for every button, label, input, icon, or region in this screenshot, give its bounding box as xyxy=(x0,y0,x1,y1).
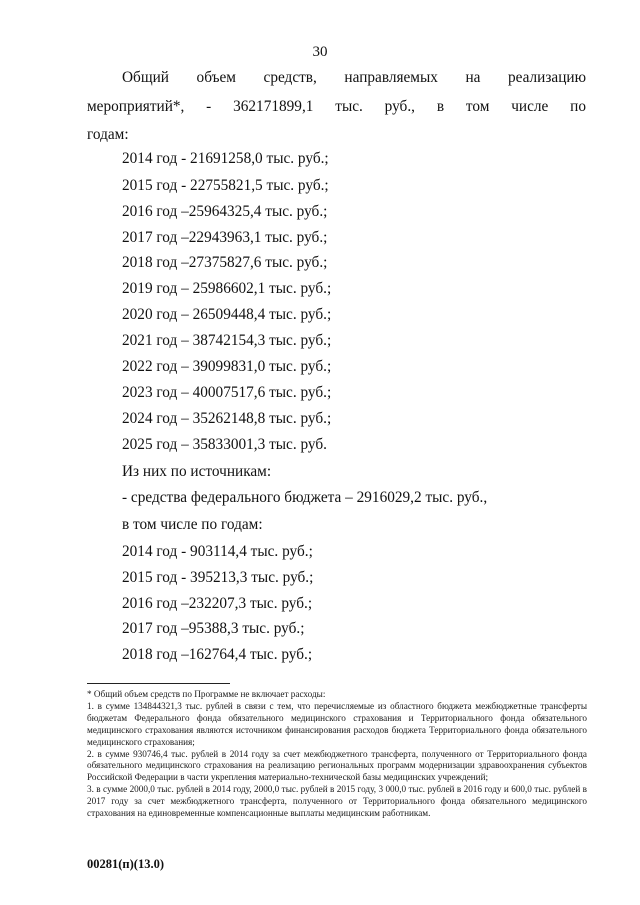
total-year-line: 2019 год – 25986602,1 тыс. руб.; xyxy=(122,280,332,297)
total-year-line: 2022 год – 39099831,0 тыс. руб.; xyxy=(122,358,332,375)
page-number: 30 xyxy=(312,44,328,60)
total-year-line: 2025 год – 35833001,3 тыс. руб. xyxy=(122,436,327,453)
total-year-line: 2015 год - 22755821,5 тыс. руб.; xyxy=(122,177,329,194)
federal-year-line: 2014 год - 903114,4 тыс. руб.; xyxy=(122,543,313,560)
footnote-heading: * Общий объем средств по Программе не включает расходы: xyxy=(87,689,326,699)
federal-by-year-heading: в том числе по годам: xyxy=(122,516,263,533)
total-year-line: 2017 год –22943963,1 тыс. руб.; xyxy=(122,229,328,246)
intro-line-3: годам: xyxy=(87,126,129,143)
footnote-item: 3. в сумме 2000,0 тыс. рублей в 2014 году, 2000,0 тыс. рублей в 2015 году, 3 000,0 тыс. рублей в 2016 году и 600,0 тыс. рублей в 2017 году за счет межбюджетного трансферта, полученного от Территориального фонда обязательного медицинского страхования на единовременные компенсационные выплаты медицинским работникам. xyxy=(87,784,587,819)
footnotes xyxy=(87,689,587,820)
total-year-line: 2021 год – 38742154,3 тыс. руб.; xyxy=(122,332,332,349)
federal-year-line: 2018 год –162764,4 тыс. руб.; xyxy=(122,646,313,663)
total-year-line: 2016 год –25964325,4 тыс. руб.; xyxy=(122,203,328,220)
footnote-item: 1. в сумме 134844321,3 тыс. рублей в связи с тем, что перечисляемые из областного бюджета межбюджетные трансферты бюджетам Федерального фонда обязательного медицинского страхования и Территориального фонда обязательного медицинского страхования являются источником финансирования расходов бюджета Территориального фонда обязательного медицинского страхования; xyxy=(87,700,587,747)
footnote-separator xyxy=(87,683,230,684)
federal-year-line: 2015 год - 395213,3 тыс. руб.; xyxy=(122,569,314,586)
total-year-line: 2023 год – 40007517,6 тыс. руб.; xyxy=(122,384,332,401)
federal-year-line: 2017 год –95388,3 тыс. руб.; xyxy=(122,620,305,637)
sources-heading: Из них по источникам: xyxy=(122,463,272,480)
document-code: 00281(п)(13.0) xyxy=(87,857,164,871)
total-year-line: 2018 год –27375827,6 тыс. руб.; xyxy=(122,254,328,271)
total-year-line: 2020 год – 26509448,4 тыс. руб.; xyxy=(122,306,332,323)
total-year-line: 2014 год - 21691258,0 тыс. руб.; xyxy=(122,150,329,167)
federal-budget-line: - средства федерального бюджета – 2916029,2 тыс. руб., xyxy=(122,489,488,506)
federal-year-line: 2016 год –232207,3 тыс. руб.; xyxy=(122,595,313,612)
intro-line-1: Общий объем средств, направляемых на реализацию xyxy=(122,69,586,86)
total-year-line: 2024 год – 35262148,8 тыс. руб.; xyxy=(122,410,332,427)
intro-line-2: мероприятий*, - 362171899,1 тыс. руб., в том числе по xyxy=(87,98,586,115)
footnote-item: 2. в сумме 930746,4 тыс. рублей в 2014 году за счет межбюджетного трансферта, полученного от Территориального фонда обязательного медицинского страхования на реализацию региональных программ модернизации здравоохранения субъектов Российской Федерации в части укрепления материально-технической базы медицинских учреждений; xyxy=(87,748,587,783)
